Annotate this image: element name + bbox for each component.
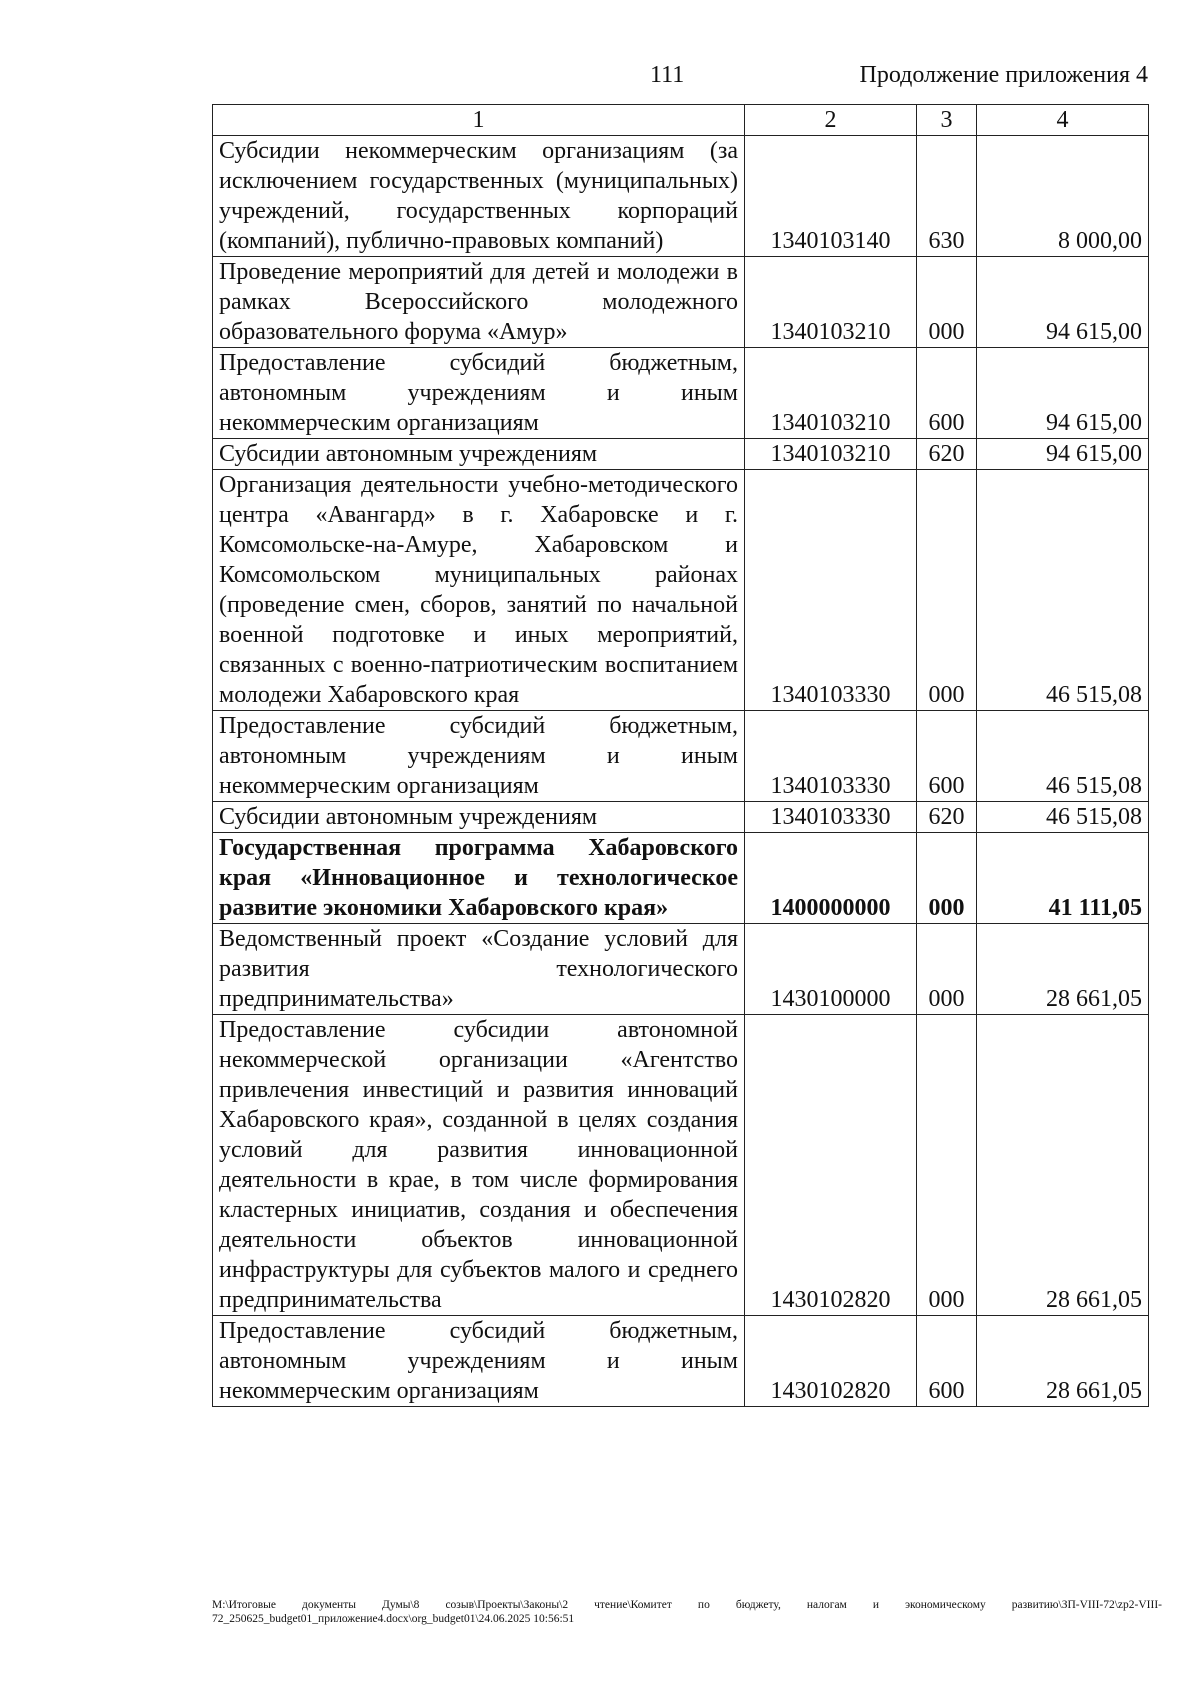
amount-cell: 94 615,00: [977, 348, 1149, 439]
table-row: [213, 924, 1149, 1015]
amount-cell: 28 661,05: [977, 1015, 1149, 1316]
expense-type-cell: 620: [917, 802, 977, 833]
amount-cell: 94 615,00: [977, 439, 1149, 470]
appendix-note: Продолжение приложения 4: [859, 62, 1148, 88]
target-code-cell: 1340103210: [745, 439, 917, 470]
expense-type-cell: 000: [917, 833, 977, 924]
row-name-cell: Ведомственный проект «Создание условий для развития технологического предпринимательства»: [213, 924, 745, 1015]
expense-type-cell: 620: [917, 439, 977, 470]
table-row: [213, 711, 1149, 802]
amount-cell: 46 515,08: [977, 470, 1149, 711]
amount-cell: 46 515,08: [977, 711, 1149, 802]
row-name-cell: Предоставление субсидий бюджетным, автономным учреждениям и иным некоммерческим организациям: [213, 711, 745, 802]
amount-cell: 28 661,05: [977, 924, 1149, 1015]
table-row: [213, 1015, 1149, 1316]
table-header-row: [213, 105, 1149, 136]
column-header: 4: [977, 105, 1149, 136]
target-code-cell: 1430102820: [745, 1015, 917, 1316]
row-name-cell: Субсидии некоммерческим организациям (за исключением государственных (муниципальных) учреждений, государственных корпораций (компаний), публично-правовых компаний): [213, 136, 745, 257]
row-name-cell: Предоставление субсидий бюджетным, автономным учреждениям и иным некоммерческим организациям: [213, 348, 745, 439]
target-code-cell: 1340103210: [745, 257, 917, 348]
amount-cell: 46 515,08: [977, 802, 1149, 833]
target-code-cell: 1340103330: [745, 802, 917, 833]
expense-type-cell: 000: [917, 257, 977, 348]
row-name-cell: Предоставление субсидий бюджетным, автономным учреждениям и иным некоммерческим организациям: [213, 1316, 745, 1407]
table-row: [213, 257, 1149, 348]
target-code-cell: 1430100000: [745, 924, 917, 1015]
column-header: 3: [917, 105, 977, 136]
expense-type-cell: 600: [917, 1316, 977, 1407]
document-file-path: M:\Итоговые документы Думы\8 созыв\Проекты\Законы\2 чтение\Комитет по бюджету, налогам и экономическому развитию\ЗП-VIII-72\zp2-VIII-72_250625_budget01_приложение4.docx\org_budget01\24.06.2025 10:56:51: [212, 1599, 1162, 1625]
target-code-cell: 1430102820: [745, 1316, 917, 1407]
amount-cell: 28 661,05: [977, 1316, 1149, 1407]
expense-type-cell: 000: [917, 470, 977, 711]
target-code-cell: 1340103210: [745, 348, 917, 439]
expense-type-cell: 600: [917, 348, 977, 439]
table-row: [213, 833, 1149, 924]
target-code-cell: 1340103330: [745, 470, 917, 711]
expense-type-cell: 600: [917, 711, 977, 802]
target-code-cell: 1340103330: [745, 711, 917, 802]
column-header: 2: [745, 105, 917, 136]
expense-type-cell: 000: [917, 924, 977, 1015]
row-name-cell: Предоставление субсидии автономной некоммерческой организации «Агентство привлечения инвестиций и развития инноваций Хабаровского края», созданной в целях создания условий для развития инновационной деятельности в крае, в том числе формирования кластерных инициатив, создания и обеспечения деятельности объектов инновационной инфраструктуры для субъектов малого и среднего предпринимательства: [213, 1015, 745, 1316]
expense-type-cell: 630: [917, 136, 977, 257]
row-name-cell: Организация деятельности учебно-методического центра «Авангард» в г. Хабаровске и г. Комсомольске-на-Амуре, Хабаровском и Комсомольском муниципальных районах (проведение смен, сборов, занятий по начальной военной подготовке и иных мероприятий, связанных с военно-патриотическим воспитанием молодежи Хабаровского края: [213, 470, 745, 711]
amount-cell: 94 615,00: [977, 257, 1149, 348]
target-code-cell: 1340103140: [745, 136, 917, 257]
table-row: [213, 348, 1149, 439]
table-row: [213, 470, 1149, 711]
page-number: 111: [650, 62, 685, 88]
budget-table: [212, 104, 1149, 1407]
table-row: [213, 136, 1149, 257]
table-row: [213, 802, 1149, 833]
row-name-cell: Субсидии автономным учреждениям: [213, 439, 745, 470]
row-name-cell: Субсидии автономным учреждениям: [213, 802, 745, 833]
row-name-cell: Государственная программа Хабаровского края «Инновационное и технологическое развитие экономики Хабаровского края»: [213, 833, 745, 924]
row-name-cell: Проведение мероприятий для детей и молодежи в рамках Всероссийского молодежного образовательного форума «Амур»: [213, 257, 745, 348]
expense-type-cell: 000: [917, 1015, 977, 1316]
table-row: [213, 439, 1149, 470]
target-code-cell: 1400000000: [745, 833, 917, 924]
column-header: 1: [213, 105, 745, 136]
amount-cell: 41 111,05: [977, 833, 1149, 924]
amount-cell: 8 000,00: [977, 136, 1149, 257]
table-row: [213, 1316, 1149, 1407]
